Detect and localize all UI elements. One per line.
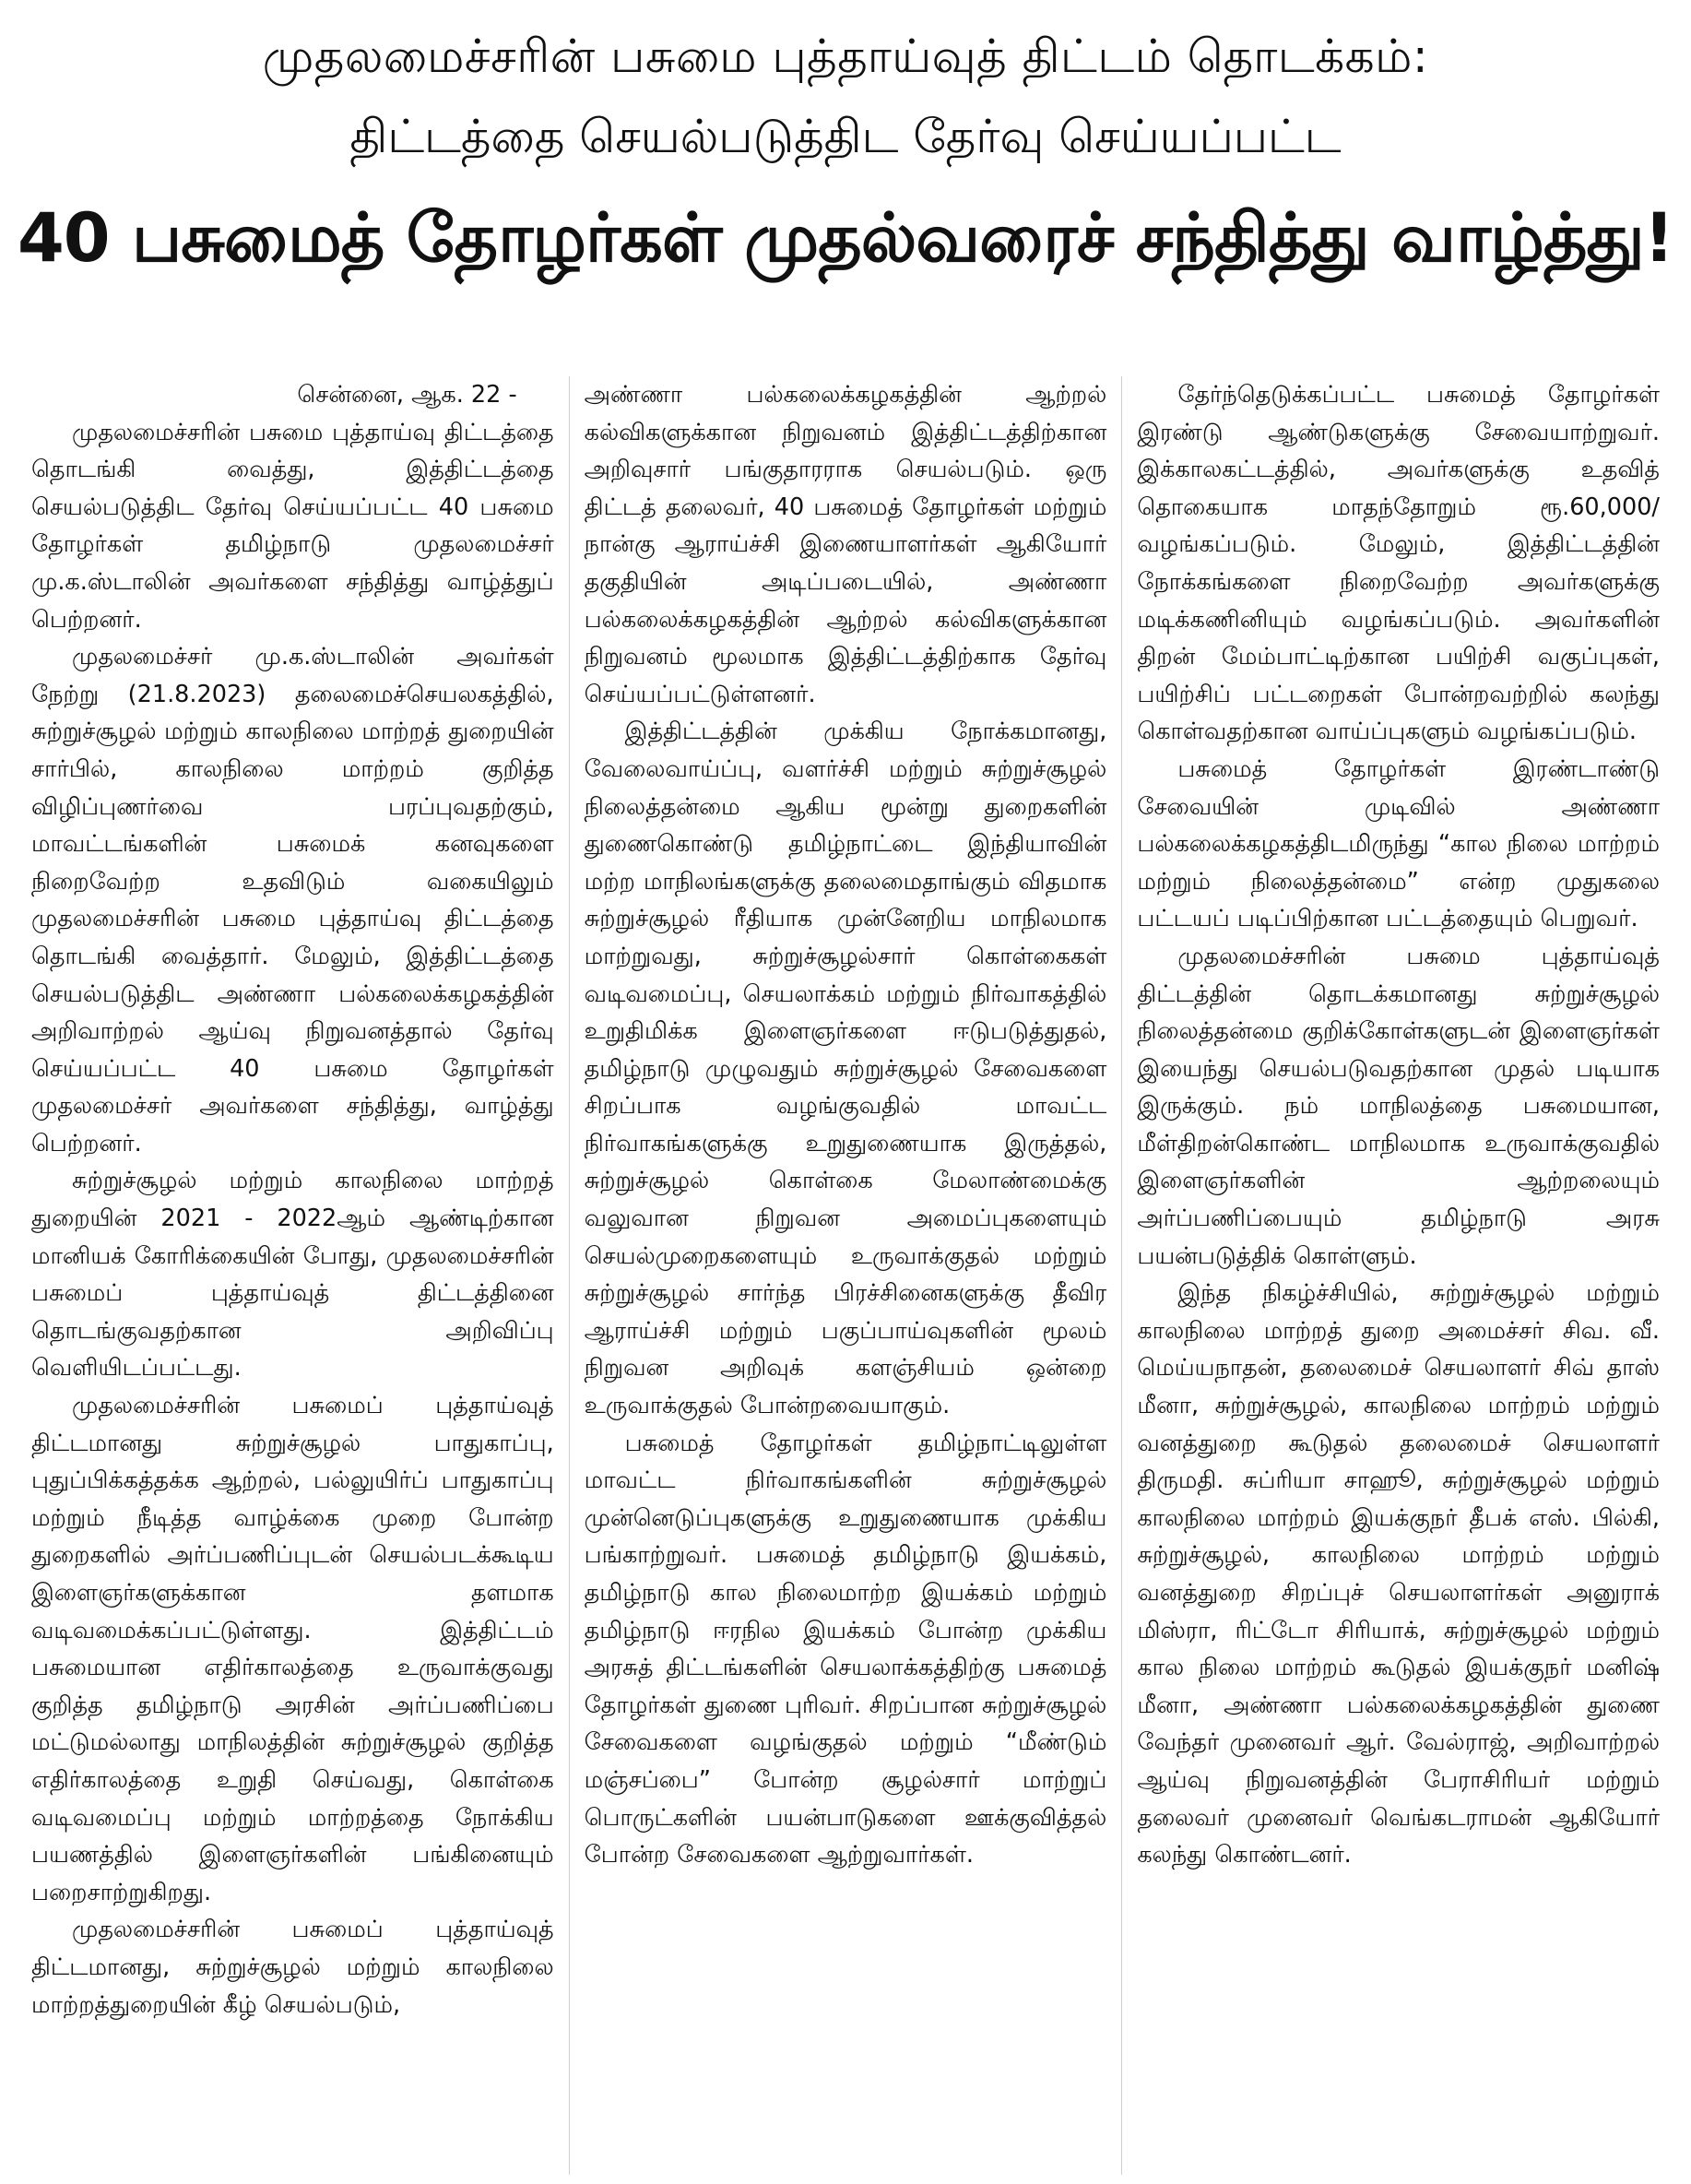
paragraph: பசுமைத் தோழர்கள் தமிழ்நாட்டிலுள்ள மாவட்ட நிர்வாகங்களின் சுற்றுச்சூழல் முன்னெடுப்புகளுக்கு உறுதுணையாக முக்கிய பங்காற்றுவர். பசுமைத் தமிழ்நாடு இயக்கம், தமிழ்நாடு கால நிலைமாற்ற இயக்கம் மற்றும் தமிழ்நாடு ஈரநில இயக்கம் போன்ற முக்கிய அரசுத் திட்டங்களின் செயலாக்கத்திற்கு பசுமைத் தோழர்கள் துணை புரிவர். சிறப்பான சுற்றுச்சூழல் சேவைகளை வழங்குதல் மற்றும் “மீண்டும் மஞ்சப்பை” போன்ற சூழல்சார் மாற்றுப் பொருட்களின் பயன்பாடுகளை ஊக்குவித்தல் போன்ற சேவைகளை ஆற்றுவார்கள். [584, 1429, 1107, 1869]
paragraph: இந்த நிகழ்ச்சியில், சுற்றுச்சூழல் மற்றும் காலநிலை மாற்றத் துறை அமைச்சர் சிவ. வீ. மெய்யநாதன், தலைமைச் செயலாளர் சிவ் தாஸ் மீனா, சுற்றுச்சூழல், காலநிலை மாற்றம் மற்றும் வனத்துறை கூடுதல் தலைமைச் செயலாளர் திருமதி. சுப்ரியா சாஹூ, சுற்றுச்சூழல் மற்றும் காலநிலை மாற்றம் இயக்குநர் தீபக் எஸ். பில்கி, சுற்றுச்சூழல், காலநிலை மாற்றம் மற்றும் வனத்துறை சிறப்புச் செயலாளர்கள் அனுராக் மிஸ்ரா, ரிட்டோ சிரியாக், சுற்றுச்சூழல் மற்றும் கால நிலை மாற்றம் கூடுதல் இயக்குநர் மனிஷ் மீனா, அண்ணா பல்கலைக்கழகத்தின் துணை வேந்தர் முனைவர் ஆர். வேல்ராஜ், அறிவாற்றல் ஆய்வு நிறுவனத்தின் பேராசிரியர் மற்றும் தலைவர் முனைவர் வெங்கடராமன் ஆகியோர் கலந்து கொண்டனர். [1137, 1279, 1661, 1869]
article-columns [17, 376, 1674, 2175]
headline-line-3: 40 பசுமைத் தோழர்கள் முதல்வரைச் சந்தித்து வாழ்த்து! [17, 199, 1674, 278]
column-1 [17, 376, 569, 2175]
paragraph: இத்திட்டத்தின் முக்கிய நோக்கமானது, வேலைவாய்ப்பு, வளர்ச்சி மற்றும் சுற்றுச்சூழல் நிலைத்தன்மை ஆகிய மூன்று துறைகளின் துணைகொண்டு தமிழ்நாட்டை இந்தியாவின் மற்ற மாநிலங்களுக்கு தலைமைதாங்கும் விதமாக சுற்றுச்சூழல் ரீதியாக முன்னேறிய மாநிலமாக மாற்றுவது, சுற்றுச்சூழல்சார் கொள்கைகள் வடிவமைப்பு, செயலாக்கம் மற்றும் நிர்வாகத்தில் உறுதிமிக்க இளைஞர்களை ஈடுபடுத்துதல், தமிழ்நாடு முழுவதும் சுற்றுச்சூழல் சேவைகளை சிறப்பாக வழங்குவதில் மாவட்ட நிர்வாகங்களுக்கு உறுதுணையாக இருத்தல், சுற்றுச்சூழல் கொள்கை மேலாண்மைக்கு வலுவான நிறுவன அமைப்புகளையும் செயல்முறைகளையும் உருவாக்குதல் மற்றும் சுற்றுச்சூழல் சார்ந்த பிரச்சினைகளுக்கு தீவிர ஆராய்ச்சி மற்றும் பகுப்பாய்வுகளின் மூலம் நிறுவன அறிவுக் களஞ்சியம் ஒன்றை உருவாக்குதல் போன்றவையாகும். [584, 718, 1107, 1420]
paragraph: சுற்றுச்சூழல் மற்றும் காலநிலை மாற்றத் துறையின் 2021 - 2022ஆம் ஆண்டிற்கான மானியக் கோரிக்கையின் போது, முதலமைச்சரின் பசுமைப் புத்தாய்வுத் திட்டத்தினை தொடங்குவதற்கான அறிவிப்பு வெளியிடப்பட்டது. [31, 1167, 554, 1383]
headline [17, 20, 1674, 304]
column-2 [569, 376, 1122, 2175]
headline-line-2: திட்டத்தை செயல்படுத்திட தேர்வு செய்யப்பட்ட [349, 110, 1342, 163]
paragraph: பசுமைத் தோழர்கள் இரண்டாண்டு சேவையின் முடிவில் அண்ணா பல்கலைக்கழகத்திடமிருந்து “கால நிலை மாற்றம் மற்றும் நிலைத்தன்மை” என்ற முதுகலை பட்டயப் படிப்பிற்கான பட்டத்தையும் பெறுவர். [1137, 754, 1661, 933]
news-article [0, 20, 1691, 2184]
paragraph: முதலமைச்சரின் பசுமைப் புத்தாய்வுத் திட்டமானது, சுற்றுச்சூழல் மற்றும் காலநிலை மாற்றத்துறையின் கீழ் செயல்படும், [31, 1916, 554, 2019]
paragraph: முதலமைச்சர் மு.க.ஸ்டாலின் அவர்கள் நேற்று (21.8.2023) தலைமைச்செயலகத்தில், சுற்றுச்சூழல் மற்றும் காலநிலை மாற்றத் துறையின் சார்பில், காலநிலை மாற்றம் குறித்த விழிப்புணர்வை பரப்புவதற்கும், மாவட்டங்களின் பசுமைக் கனவுகளை நிறைவேற்ற உதவிடும் வகையிலும் முதலமைச்சரின் பசுமை புத்தாய்வு திட்டத்தை தொடங்கி வைத்தார். மேலும், இத்திட்டத்தை செயல்படுத்திட அண்ணா பல்கலைக்கழகத்தின் அறிவாற்றல் ஆய்வு நிறுவனத்தால் தேர்வு செய்யப்பட்ட 40 பசுமை தோழர்கள் முதலமைச்சர் அவர்களை சந்தித்து, வாழ்த்து பெற்றனர். [31, 643, 554, 1157]
column-3 [1121, 376, 1674, 2175]
paragraph: முதலமைச்சரின் பசுமை புத்தாய்வு திட்டத்தை தொடங்கி வைத்து, இத்திட்டத்தை செயல்படுத்திட தேர்வு செய்யப்பட்ட 40 பசுமை தோழர்கள் தமிழ்நாடு முதலமைச்சர் மு.க.ஸ்டாலின் அவர்களை சந்தித்து வாழ்த்துப் பெற்றனர். [31, 418, 554, 634]
paragraph: அண்ணா பல்கலைக்கழகத்தின் ஆற்றல் கல்விகளுக்கான நிறுவனம் இத்திட்டத்திற்கான அறிவுசார் பங்குதாரராக செயல்படும். ஒரு திட்டத் தலைவர், 40 பசுமைத் தோழர்கள் மற்றும் நான்கு ஆராய்ச்சி இணையாளர்கள் ஆகியோர் தகுதியின் அடிப்படையில், அண்ணா பல்கலைக்கழகத்தின் ஆற்றல் கல்விகளுக்கான நிறுவனம் மூலமாக இத்திட்டத்திற்காக தேர்வு செய்யப்பட்டுள்ளனர். [584, 381, 1107, 708]
headline-line-1: முதலமைச்சரின் பசுமை புத்தாய்வுத் திட்டம் தொடக்கம்: [262, 30, 1429, 83]
dateline: சென்னை, ஆக. 22 - [297, 381, 517, 409]
paragraph: முதலமைச்சரின் பசுமைப் புத்தாய்வுத் திட்டமானது சுற்றுச்சூழல் பாதுகாப்பு, புதுப்பிக்கத்தக்க ஆற்றல், பல்லுயிர்ப் பாதுகாப்பு மற்றும் நீடித்த வாழ்க்கை முறை போன்ற துறைகளில் அர்ப்பணிப்புடன் செயல்படக்கூடிய இளைஞர்களுக்கான தளமாக வடிவமைக்கப்பட்டுள்ளது. இத்திட்டம் பசுமையான எதிர்காலத்தை உருவாக்குவது குறித்த தமிழ்நாடு அரசின் அர்ப்பணிப்பை மட்டுமல்லாது மாநிலத்தின் சுற்றுச்சூழல் குறித்த எதிர்காலத்தை உறுதி செய்வது, கொள்கை வடிவமைப்பு மற்றும் மாற்றத்தை நோக்கிய பயணத்தில் இளைஞர்களின் பங்கினையும் பறைசாற்றுகிறது. [31, 1392, 554, 1906]
paragraph: முதலமைச்சரின் பசுமை புத்தாய்வுத் திட்டத்தின் தொடக்கமானது சுற்றுச்சூழல் நிலைத்தன்மை குறிக்கோள்களுடன் இளைஞர்கள் இயைந்து செயல்படுவதற்கான முதல் படியாக இருக்கும். நம் மாநிலத்தை பசுமையான, மீள்திறன்கொண்ட மாநிலமாக உருவாக்குவதில் இளைஞர்களின் ஆற்றலையும் அர்ப்பணிப்பையும் தமிழ்நாடு அரசு பயன்படுத்திக் கொள்ளும். [1137, 942, 1661, 1270]
paragraph: தேர்ந்தெடுக்கப்பட்ட பசுமைத் தோழர்கள் இரண்டு ஆண்டுகளுக்கு சேவையாற்றுவர். இக்காலகட்டத்தில், அவர்களுக்கு உதவித் தொகையாக மாதந்தோறும் ரூ.60,000/ வழங்கப்படும். மேலும், இத்திட்டத்தின் நோக்கங்களை நிறைவேற்ற அவர்களுக்கு மடிக்கணினியும் வழங்கப்படும். அவர்களின் திறன் மேம்பாட்டிற்கான பயிற்சி வகுப்புகள், பயிற்சிப் பட்டறைகள் போன்றவற்றில் கலந்து கொள்வதற்கான வாய்ப்புகளும் வழங்கப்படும். [1137, 381, 1661, 746]
